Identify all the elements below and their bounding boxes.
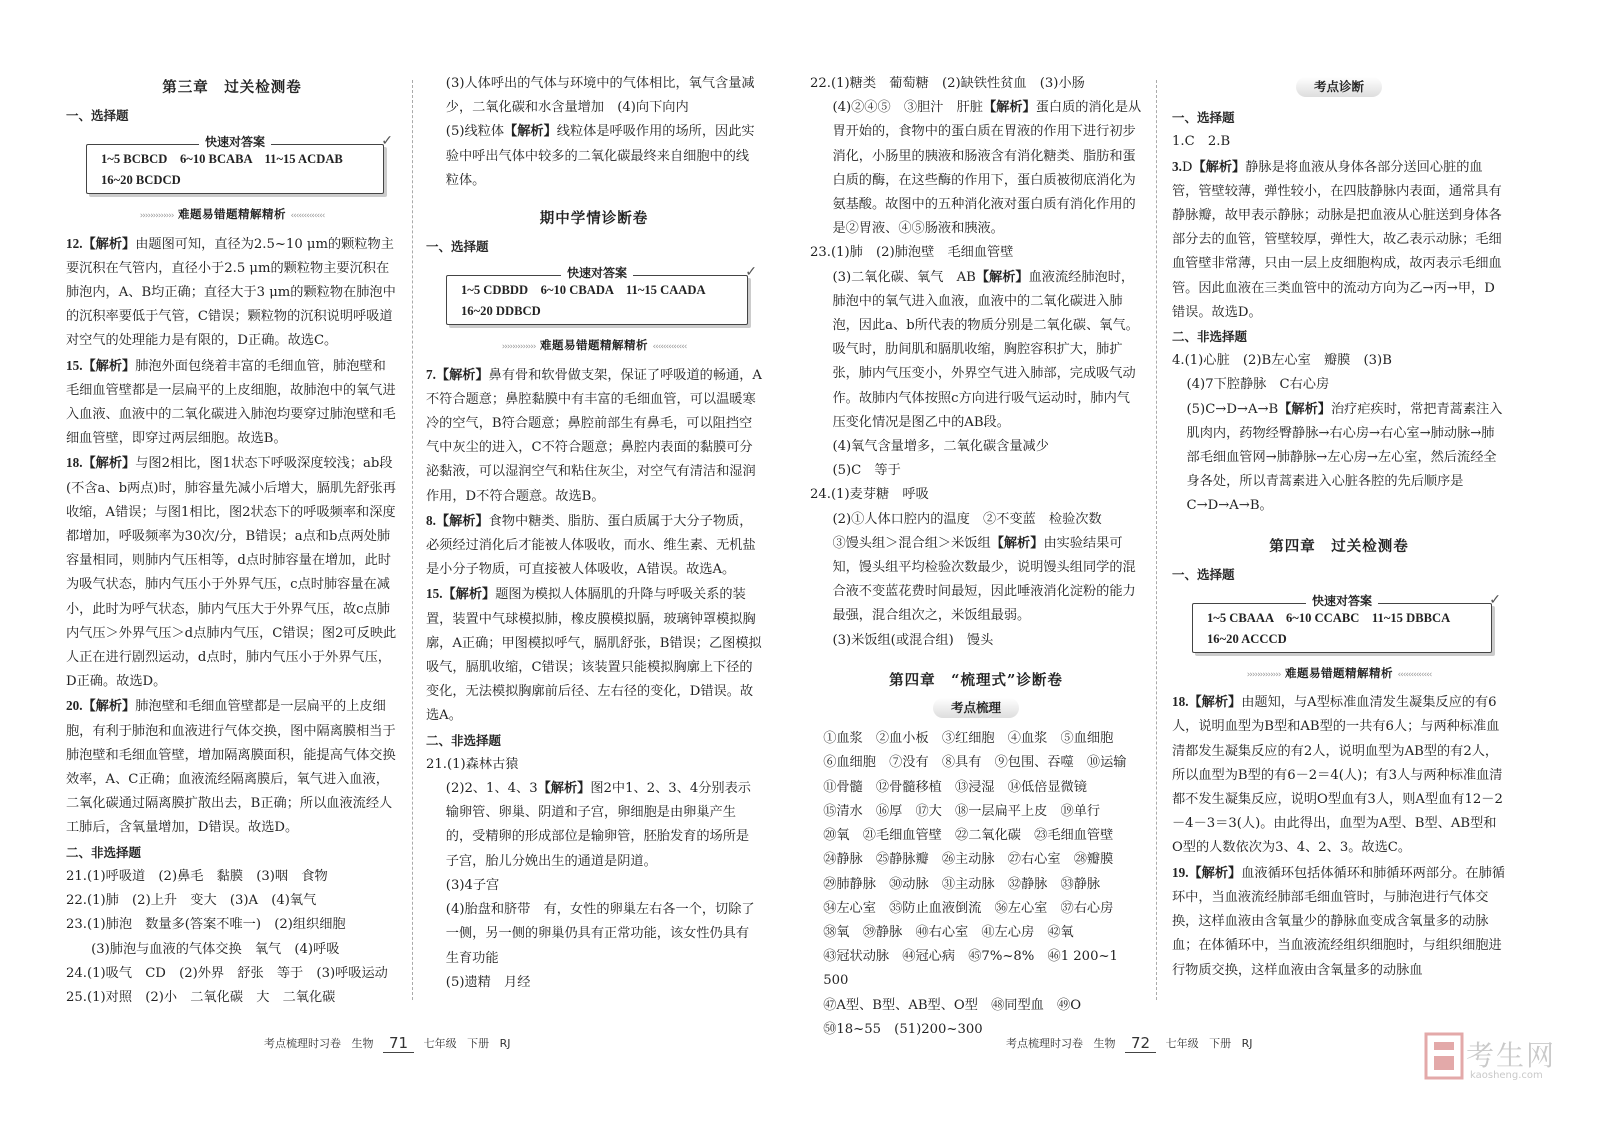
answer-line: 4.(1)心脏 (2)B左心室 瓣膜 (3)B	[1172, 353, 1392, 369]
answer-line: 24.(1)麦芽糖 呼吸	[810, 487, 929, 503]
section-heading: 一、选择题	[1172, 566, 1235, 582]
answer-line	[1172, 398, 1506, 519]
footer-edition: RJ	[1241, 1037, 1253, 1050]
analysis-banner	[66, 202, 398, 228]
chevrons-decoration: ›››››››››››››	[1246, 670, 1281, 681]
chapter-title: 第四章 “梳理式”诊断卷	[889, 671, 1063, 689]
column-3	[810, 72, 1142, 1042]
analysis-text: 由题图可知，直径为2.5~10 μm的颗粒物主要沉积在气管内，直径小于2.5 μm的颗粒物主要沉积在肺泡内，A、B均正确；直径大于3 μm的颗粒物在肺泡中的沉积率要低于气管，C错误；颗粒物的沉积说明呼吸道对空气的处理能力是有限的，D正确。故选C。	[66, 236, 396, 349]
answer-line: 22.(1)糖类 葡萄糖 (2)缺铁性贫血 (3)小肠	[810, 76, 1085, 91]
question-number: 7.	[426, 366, 436, 382]
section-heading: 一、选择题	[426, 239, 489, 255]
grid-row: ㉔静脉 ㉕静脉瓣 ㉖主动脉 ㉗右心室 ㉘瓣膜	[823, 852, 1114, 868]
quick-answer-box	[1192, 593, 1501, 653]
answer-line	[810, 532, 1142, 629]
watermark-text: 考生网	[1466, 1039, 1557, 1072]
pill-heading: 考点梳理	[933, 698, 1019, 718]
analysis-item	[426, 582, 762, 728]
analysis-tag: 【解析】	[1192, 159, 1246, 175]
analysis-tag: 【解析】	[975, 269, 1029, 285]
analysis-banner-text: 难题易错题精解精析	[540, 338, 648, 353]
chapter-title: 第四章 过关检测卷	[1269, 537, 1409, 555]
answer-line: (5)遗精 月经	[445, 974, 531, 990]
answer-line	[426, 777, 762, 874]
answer-line: 21.(1)呼吸道 (2)鼻毛 黏膜 (3)咽 食物	[66, 868, 328, 884]
chevrons-decoration: ‹‹‹‹‹‹‹‹‹‹‹‹‹	[1397, 670, 1432, 681]
watermark-url: kaosheng.com	[1470, 1070, 1543, 1081]
pill-heading-wrap	[1172, 76, 1506, 100]
grid-row: ⑥血细胞 ⑦没有 ⑧具有 ⑨包围、吞噬 ⑩运输	[823, 755, 1127, 771]
page-footer-left	[264, 1034, 510, 1053]
analysis-tag: 【解析】	[990, 535, 1044, 551]
analysis-tag: 【解析】	[442, 587, 496, 603]
answer-line: 25.(1)对照 (2)小 二氧化碳 大 二氧化碳	[66, 989, 336, 1005]
analysis-item	[426, 363, 762, 509]
column-4	[1172, 72, 1506, 983]
answer-line: (4)氧气含量增多，二氧化碳含量减少	[832, 439, 1049, 455]
page-footer-right	[1006, 1034, 1252, 1053]
answer-line: 1.C 2.B	[1172, 134, 1231, 150]
footer-subject: 生物	[351, 1037, 374, 1050]
analysis-text: 题图为模拟人体膈肌的升降与呼吸关系的装置，装置中气球模拟肺，橡皮膜模拟膈，玻璃钟罩模拟胸廓，A正确；甲图模拟呼气，膈肌舒张，B错误；乙图模拟吸气，膈肌收缩，C错误；该装置只能模拟胸廓上下径的变化，无法模拟胸廓前后径、左右径的变化，D错误。故选A。	[426, 587, 762, 724]
answer-line: 23.(1)肺 (2)肺泡壁 毛细血管壁	[810, 245, 1014, 261]
answer-line: (3)4子宫	[445, 877, 500, 893]
answer-text: D	[1181, 159, 1193, 175]
section-heading: 二、非选择题	[426, 732, 502, 748]
question-number: 8.	[426, 512, 436, 528]
column-2	[426, 72, 762, 995]
analysis-tag: 【解析】	[435, 367, 489, 383]
question-number: 15.	[66, 357, 83, 373]
analysis-item	[66, 354, 398, 452]
analysis-text: 鼻有骨和软骨做支架，保证了呼吸道的畅通，A不符合题意；鼻腔黏膜中有丰富的毛细血管，可以温暖寒冷的空气，B符合题意；鼻腔前部生有鼻毛，可以阻挡空气中灰尘的进入，C不符合题意；鼻腔内表面的黏膜可分泌黏液，可以湿润空气和粘住灰尘，对空气有清洁和湿润作用，D不符合题意。故选B。	[426, 367, 762, 504]
footer-series: 考点梳理时习卷	[1006, 1037, 1083, 1050]
analysis-tag: 【解析】	[504, 124, 557, 140]
answer-line: 23.(1)肺泡 数量多(答案不唯一) (2)组织细胞	[66, 917, 346, 933]
section-heading: 一、选择题	[1172, 110, 1235, 126]
chapter-title: 期中学情诊断卷	[539, 210, 649, 228]
analysis-text: 图2中1、2、3、4分别表示输卵管、卵巢、阴道和子宫，卵细胞是由卵巢产生的，受精卵的形成部位是输卵管，胚胎发育的场所是子宫，胎儿分娩出生的通道是阴道。	[445, 781, 751, 869]
analysis-banner-text: 难题易错题精解精析	[1285, 666, 1393, 681]
question-number: 12.	[66, 235, 83, 251]
footer-edition: RJ	[499, 1037, 511, 1050]
answer-line: 16~20 DDBCD	[461, 304, 541, 319]
answer-line: 16~20 ACCCD	[1207, 632, 1287, 647]
pill-heading-wrap	[810, 697, 1142, 721]
chevrons-decoration: ‹‹‹‹‹‹‹‹‹‹‹‹‹	[652, 342, 687, 353]
quick-answer-box	[446, 265, 757, 325]
page-number: 72	[1125, 1034, 1156, 1053]
analysis-item	[1172, 861, 1506, 983]
chevrons-decoration: ‹‹‹‹‹‹‹‹‹‹‹‹‹	[290, 211, 325, 222]
quick-answer-title: 快速对答案	[561, 264, 633, 282]
answer-line: (5)C 等于	[832, 463, 901, 479]
quick-answer-box	[86, 134, 393, 194]
question-number: 18.	[1172, 694, 1189, 710]
analysis-item	[1172, 690, 1506, 860]
analysis-item	[1172, 155, 1506, 325]
answer-line	[426, 120, 762, 193]
question-number: 15.	[426, 586, 443, 602]
answer-line: (2)①人体口腔内的温度 ②不变蓝 检验次数	[832, 511, 1102, 527]
question-number: 18.	[66, 455, 83, 471]
analysis-text: 肺泡壁和毛细血管壁都是一层扁平的上皮细胞，有利于肺泡和血液进行气体交换，图中隔离膜相当于肺泡壁和毛细血管壁，增加隔离膜面积，能提高气体交换效率，A、C正确；血液流经隔离膜后，氧气进入血液，二氧化碳通过隔离膜扩散出去，B正确；所以血液流经人工肺后，含氧量增加，D错误。故选D。	[66, 699, 396, 836]
analysis-item	[66, 451, 398, 694]
analysis-tag: 【解析】	[82, 456, 136, 472]
answer-line: (3)人体呼出的气体与环境中的气体相比，氧气含量减少，二氧化碳和水含量增加 (4)向下向内	[445, 76, 755, 116]
grid-row: ⑳氧 ㉑毛细血管壁 ㉒二氧化碳 ㉓毛细血管壁	[823, 828, 1114, 844]
question-number: 3.	[1172, 158, 1182, 174]
grid-row: ⑪骨髓 ⑫骨髓移植 ⑬浸湿 ⑭低倍显微镜	[823, 779, 1087, 795]
answer-text: ③馒头组＞混合组＞米饭组	[832, 535, 991, 551]
chevrons-decoration: ›››››››››››››	[139, 211, 174, 222]
analysis-item	[426, 509, 762, 583]
answer-line: 1~5 BCBCD 6~10 BCABA 11~15 ACDAB	[101, 152, 343, 167]
analysis-tag: 【解析】	[82, 699, 136, 715]
analysis-text: 由题知，与A型标准血清发生凝集反应的有6人，说明血型为B型和AB型的一共有6人；与两种标准血清都发生凝集反应的有2人，说明血型为AB型的有2人，所以血型为B型的有6－2＝4(人)；有3人与两种标准血清都不发生凝集反应，说明O型血有3人，则A型血有12－2－4－3＝3(人)。由此得出，血型为A型、B型、AB型和O型的人数依次为3、4、2、3。故选C。	[1172, 695, 1503, 856]
question-number: 20.	[66, 698, 83, 714]
page-number: 71	[383, 1034, 414, 1053]
pill-heading: 考点诊断	[1296, 77, 1382, 97]
analysis-text: 蛋白质的消化是从胃开始的，食物中的蛋白质在胃液的作用下进行初步消化，小肠里的胰液和肠液含有消化糖类、脂肪和蛋白质的酶，在这些酶的作用下，蛋白质被彻底消化为氨基酸。故图中的五种消化液对蛋白质有消化作用的是②胃液、④⑤肠液和胰液。	[832, 100, 1142, 237]
analysis-tag: 【解析】	[82, 358, 136, 374]
grid-row: ㊿18~55 (51)200~300	[823, 1021, 983, 1037]
answer-line: 1~5 CDBDD 6~10 CBADA 11~15 CAADA	[461, 283, 706, 298]
answer-text: (3)二氧化碳、氧气 AB	[832, 269, 976, 285]
analysis-text: 治疗疟疾时，常把青蒿素注入肌肉内，药物经臀静脉→右心房→右心室→肺动脉→肺部毛细血管网→肺静脉→左心房→左心室，然后流经全身各处，所以青蒿素进入心脏各腔的先后顺序是C→D→A→B。	[1186, 401, 1503, 514]
footer-term: 下册	[1209, 1037, 1232, 1050]
analysis-text: 与图2相比，图1状态下呼吸深度较浅；ab段(不含a、b两点)时，肺容量先减小后增大，膈肌先舒张再收缩，A错误；与图1相比，图2状态下的呼吸频率和深度都增加，呼吸频率为30次/分，B错误；a点和b点两处肺容量相同，则肺内气压相等，d点时肺容量在增加，此时为吸气状态，肺内气压小于外界气压，c点时肺容量在减小，此时为呼气状态，肺内气压大于外界气压，故c点肺内气压＞外界气压＞d点肺内气压，C错误；图2可反映此人正在进行剧烈运动，d点时，肺内气压小于外界气压，D正确。故选D。	[66, 456, 397, 690]
footer-grade: 七年级	[1165, 1037, 1199, 1050]
analysis-tag: 【解析】	[537, 781, 591, 797]
answer-line: 22.(1)肺 (2)上升 变大 (3)A (4)氧气	[66, 893, 317, 909]
analysis-text: 由实验结果可知，馒头组平均检验次数最少，说明馒头组同学的混合液不变蓝花费时间最短，因此唾液消化淀粉的能力最强，混合组次之，米饭组最弱。	[832, 535, 1136, 624]
chevrons-decoration: ›››››››››››››	[501, 342, 536, 353]
answer-text: (5)线粒体	[445, 124, 505, 140]
answer-line: 16~20 BCDCD	[101, 173, 181, 188]
footer-subject: 生物	[1093, 1037, 1116, 1050]
answer-line: (3)米饭组(或混合组) 馒头	[832, 632, 994, 648]
grid-row: ⑮清水 ⑯厚 ⑰大 ⑱一层扁平上皮 ⑲单行	[823, 803, 1101, 819]
analysis-banner-text: 难题易错题精解精析	[178, 207, 286, 222]
analysis-text: 肺泡外面包绕着丰富的毛细血管，肺泡壁和毛细血管壁都是一层扁平的上皮细胞，故肺泡中的氧气进入血液、血液中的二氧化碳进入肺泡均要穿过肺泡壁和毛细血管壁，即穿过两层细胞。故选B。	[66, 358, 396, 447]
chapter-title: 第三章 过关检测卷	[162, 79, 302, 96]
footer-term: 下册	[467, 1037, 490, 1050]
grid-row: ㉞左心室 ㉟防止血液倒流 ㊱左心室 ㊲右心房	[823, 900, 1114, 916]
quick-answer-title: 快速对答案	[1306, 592, 1378, 610]
answer-text: (2)2、1、4、3	[445, 781, 538, 797]
analysis-text: 血液流经肺泡时，肺泡中的氧气进入血液，血液中的二氧化碳进入肺泡，因此a、b所代表的物质分别是二氧化碳、氧气。吸气时，肋间肌和膈肌收缩，胸腔容积扩大，肺扩张，肺内气压变小，外界空气进入肺部，完成吸气动作。故肺内气体按照c方向进行吸气运动时，肺内气压变化情况是图乙中的AB段。	[832, 269, 1139, 430]
analysis-text: 静脉是将血液从身体各部分送回心脏的血管，管壁较薄，弹性较小，在四肢静脉内表面，通常具有静脉瓣，故甲表示静脉；动脉是把血液从心脏送到身体各部分去的血管，管壁较厚，弹性大，故乙表示动脉；毛细血管壁非常薄，只由一层上皮细胞构成，故丙表示毛细血管。因此血液在三类血管中的流动方向为乙→丙→甲，D错误。故选D。	[1172, 159, 1502, 320]
analysis-banner	[426, 333, 762, 359]
analysis-item	[66, 694, 398, 840]
answer-text: (4)②④⑤ ③胆汁 肝脏	[832, 100, 983, 116]
answer-line	[810, 96, 1142, 241]
answer-line: 24.(1)吸气 CD (2)外界 舒张 等于 (3)呼吸运动	[66, 965, 388, 981]
grid-row: ㊳氧 ㊴静脉 ㊵右心室 ㊶左心房 ㊷氧	[823, 924, 1074, 940]
question-number: 19.	[1172, 864, 1189, 880]
answer-line: (4)胎盘和脐带 有，女性的卵巢左右各一个，切除了一侧，另一侧的卵巢仍具有正常功能，该女性仍具有生育功能	[445, 902, 755, 966]
check-mark-icon: ✓	[381, 134, 393, 150]
review-grid	[810, 727, 1142, 1042]
analysis-tag: 【解析】	[983, 100, 1036, 116]
footer-grade: 七年级	[423, 1037, 457, 1050]
section-heading: 二、非选择题	[66, 844, 142, 860]
analysis-tag: 【解析】	[435, 513, 489, 529]
check-mark-icon: ✓	[745, 265, 757, 281]
footer-series: 考点梳理时习卷	[264, 1037, 341, 1050]
analysis-item	[66, 232, 398, 354]
answer-line	[810, 266, 1142, 435]
analysis-text: 线粒体是呼吸作用的场所，因此实验中呼出气体中较多的二氧化碳最终来自细胞中的线粒体。	[445, 124, 755, 188]
grid-row: ㊸冠状动脉 ㊹冠心病 ㊺7%~8% ㊻1 200~1 500	[823, 949, 1118, 989]
section-heading: 一、选择题	[66, 108, 129, 124]
grid-row: ①血浆 ②血小板 ③红细胞 ④血浆 ⑤血细胞	[823, 731, 1114, 747]
quick-answer-title: 快速对答案	[199, 133, 271, 151]
analysis-text: 食物中糖类、脂肪、蛋白质属于大分子物质，必须经过消化后才能被人体吸收，而水、维生素、无机盐是小分子物质，可直接被人体吸收，A错误。故选A。	[426, 513, 756, 578]
answer-text: (5)C→D→A→B	[1186, 401, 1279, 417]
column-1	[66, 72, 398, 1010]
grid-row: ㊼A型、B型、AB型、O型 ㊽同型血 ㊾O	[823, 997, 1082, 1013]
answer-line: 21.(1)森林古猿	[426, 756, 519, 772]
section-heading: 二、非选择题	[1172, 329, 1248, 345]
answer-line: 1~5 CBAAA 6~10 CCABC 11~15 DBBCA	[1207, 611, 1451, 626]
analysis-tag: 【解析】	[1188, 695, 1242, 711]
analysis-banner	[1172, 661, 1506, 687]
check-mark-icon: ✓	[1489, 593, 1501, 609]
grid-row: ㉙肺静脉 ㉚动脉 ㉛主动脉 ㉜静脉 ㉝静脉	[823, 876, 1101, 892]
column-divider	[1156, 80, 1157, 1000]
answer-line: (3)肺泡与血液的气体交换 氧气 (4)呼吸	[91, 941, 340, 957]
analysis-tag: 【解析】	[1278, 401, 1331, 417]
analysis-tag: 【解析】	[1188, 865, 1242, 881]
answer-line: (4)7下腔静脉 C右心房	[1186, 377, 1330, 393]
analysis-tag: 【解析】	[82, 236, 136, 252]
analysis-text: 血液循环包括体循环和肺循环两部分。在肺循环中，当血液流经肺部毛细血管时，与肺泡进行气体交换，这样血液由含氧量少的静脉血变成含氧量多的动脉血；在体循环中，当血液流经组织细胞时，与组织细胞进行物质交换，这样血液由含氧量多的动脉血	[1172, 865, 1505, 978]
column-divider	[412, 80, 413, 1000]
